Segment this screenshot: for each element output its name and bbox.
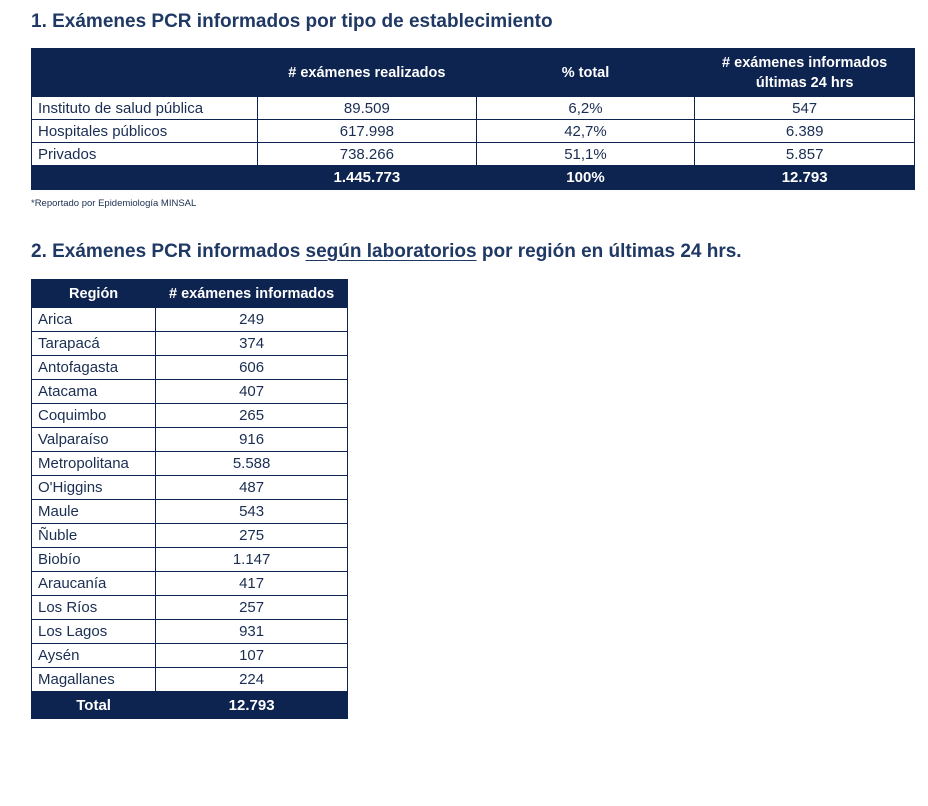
region-name: Valparaíso [32, 428, 156, 452]
region-value: 931 [156, 620, 348, 644]
region-value: 107 [156, 644, 348, 668]
title-prefix: 2. Exámenes PCR informados [31, 241, 306, 262]
table-row [32, 596, 348, 620]
region-name: Araucanía [32, 572, 156, 596]
table-row [32, 356, 348, 380]
region-name: Magallanes [32, 668, 156, 692]
region-value: 275 [156, 524, 348, 548]
title-underlined: según laboratorios [305, 241, 477, 262]
table-row [32, 404, 348, 428]
total-label: Total [32, 692, 156, 719]
section-1-title: 1. Exámenes PCR informados por tipo de establecimiento [31, 11, 553, 32]
region-value: 374 [156, 332, 348, 356]
row-label: Hospitales públicos [32, 120, 258, 143]
table-row [32, 620, 348, 644]
region-name: Coquimbo [32, 404, 156, 428]
region-value: 224 [156, 668, 348, 692]
region-name: Los Lagos [32, 620, 156, 644]
region-name: Aysén [32, 644, 156, 668]
table-row [32, 476, 348, 500]
table-row [32, 500, 348, 524]
region-name: Los Ríos [32, 596, 156, 620]
row-label: Privados [32, 143, 258, 166]
header-blank [32, 49, 258, 97]
table-row [32, 308, 348, 332]
region-name: Arica [32, 308, 156, 332]
header-region: Región [32, 280, 156, 308]
table-row [32, 120, 915, 143]
region-value: 916 [156, 428, 348, 452]
region-value: 1.147 [156, 548, 348, 572]
region-value: 249 [156, 308, 348, 332]
header-ultimas-24: # exámenes informados últimas 24 hrs [695, 49, 915, 97]
table-header-row [32, 49, 915, 97]
total-row [32, 692, 348, 719]
header-pct-total: % total [476, 49, 695, 97]
header-realizados: # exámenes realizados [258, 49, 477, 97]
region-value: 257 [156, 596, 348, 620]
cell-pct: 51,1% [476, 143, 695, 166]
header-informados: # exámenes informados [156, 280, 348, 308]
cell-realizados: 738.266 [258, 143, 477, 166]
region-name: Maule [32, 500, 156, 524]
region-name: Biobío [32, 548, 156, 572]
total-pct: 100% [476, 166, 695, 190]
total-row [32, 166, 915, 190]
region-value: 407 [156, 380, 348, 404]
cell-ultimas24: 6.389 [695, 120, 915, 143]
region-name: Ñuble [32, 524, 156, 548]
cell-pct: 42,7% [476, 120, 695, 143]
table-row [32, 97, 915, 120]
title-suffix: por región en últimas 24 hrs. [476, 241, 742, 262]
region-name: O'Higgins [32, 476, 156, 500]
region-name: Atacama [32, 380, 156, 404]
cell-realizados: 617.998 [258, 120, 477, 143]
region-name: Metropolitana [32, 452, 156, 476]
region-value: 265 [156, 404, 348, 428]
table-row [32, 143, 915, 166]
total-realizados: 1.445.773 [258, 166, 477, 190]
cell-ultimas24: 5.857 [695, 143, 915, 166]
region-value: 606 [156, 356, 348, 380]
table-row [32, 380, 348, 404]
table-row [32, 548, 348, 572]
total-ultimas24: 12.793 [695, 166, 915, 190]
region-value: 417 [156, 572, 348, 596]
cell-pct: 6,2% [476, 97, 695, 120]
table-row [32, 668, 348, 692]
region-value: 487 [156, 476, 348, 500]
table-row [32, 524, 348, 548]
establishment-table [31, 48, 915, 190]
cell-realizados: 89.509 [258, 97, 477, 120]
region-value: 543 [156, 500, 348, 524]
total-label [32, 166, 258, 190]
region-name: Tarapacá [32, 332, 156, 356]
table-row [32, 332, 348, 356]
table-row [32, 572, 348, 596]
table-row [32, 644, 348, 668]
total-value: 12.793 [156, 692, 348, 719]
source-note: *Reportado por Epidemiología MINSAL [31, 198, 197, 209]
region-name: Antofagasta [32, 356, 156, 380]
region-value: 5.588 [156, 452, 348, 476]
table-row [32, 428, 348, 452]
table-row [32, 452, 348, 476]
section-2-title [31, 241, 742, 263]
region-table [31, 279, 348, 719]
cell-ultimas24: 547 [695, 97, 915, 120]
table-header-row [32, 280, 348, 308]
row-label: Instituto de salud pública [32, 97, 258, 120]
